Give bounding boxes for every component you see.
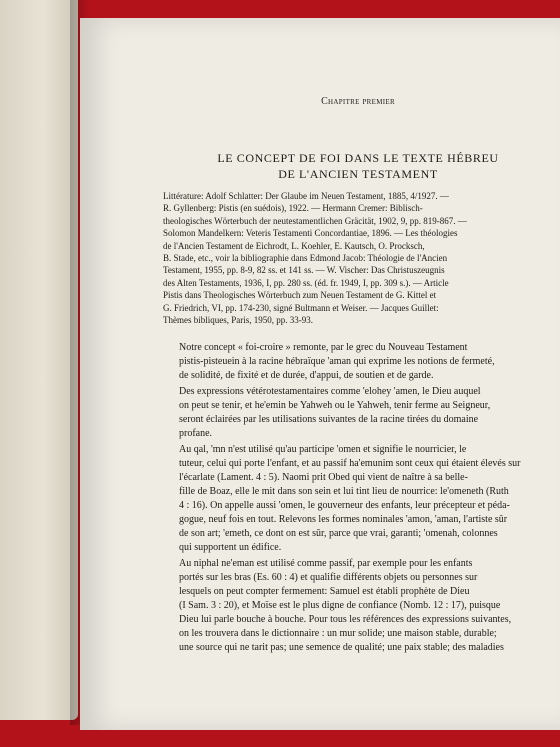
text-line: tuteur, celui qui porte l'enfant, et au passif ha'emunim sont ceux qui étaient élevés sur (179, 458, 521, 469)
text-line: Au niphal ne'eman est utilisé comme passif, par exemple pour les enfants (179, 558, 473, 569)
left-page-edge (0, 0, 78, 720)
text-line: fille de Boaz, elle le mit dans son sein et lui tint lieu de nourrice: le'omeneth (Ruth (179, 486, 509, 497)
bibliography-line: de l'Ancien Testament de Eichrodt, L. Koehler, E. Kautsch, O. Procksch, (163, 240, 425, 251)
bibliography-line: des Alten Testaments, 1936, I, pp. 280 ss. (éd. fr. 1949, I, pp. 309 s.). — Article (163, 277, 449, 288)
text-line: lesquels on peut compter fermement: Samuel est établi prophète de Dieu (179, 586, 470, 597)
text-line: seront éclairées par les utilisations suivantes de la racine tirées du domaine (179, 414, 479, 425)
bibliography-line: Thèmes bibliques, Paris, 1950, pp. 33-93. (163, 315, 313, 326)
body-text (163, 341, 553, 655)
bibliography (163, 190, 553, 326)
title-line: DE L'ANCIEN TESTAMENT (278, 167, 438, 181)
chapter-heading: Chapitre premier (321, 96, 395, 107)
text-line: l'écarlate (Lament. 4 : 5). Naomi prit Obed qui vient de naître à sa belle- (179, 472, 468, 483)
text-line: 4 : 16). On appelle aussi 'omen, le gouverneur des enfants, leur précepteur et péda- (179, 500, 510, 511)
text-line: pistis-pisteuein à la racine hébraïque 'aman qui exprime les notions de fermeté, (179, 356, 495, 367)
text-line: une source qui ne tarit pas; une semence de qualité; une paix stable; des maladies (179, 642, 504, 653)
text-line: (I Sam. 3 : 20), et Moïse est le plus digne de confiance (Nomb. 12 : 17), puisque (179, 600, 501, 611)
bibliography-line: R. Gyllenberg: Pistis (en suédois), 1922. — Hermann Cremer: Biblisch- (163, 203, 423, 214)
bibliography-line: Pistis dans Theologisches Wörterbuch zum Neuen Testament de G. Kittel et (163, 290, 437, 301)
bibliography-line: B. Stade, etc., voir la bibliographie dans Edmond Jacob: Théologie de l'Ancien (163, 253, 448, 264)
text-line: on les trouvera dans le dictionnaire : un mur solide; une maison stable, durable; (179, 628, 497, 639)
text-line: profane. (179, 428, 213, 439)
text-line: gogue, neuf fois en tout. Relevons les formes nominales 'amon, 'aman, l'artiste sûr (179, 514, 508, 525)
bibliography-line: Testament, 1955, pp. 8-9, 82 ss. et 141 ss. — W. Vischer: Das Christuszeugnis (163, 265, 445, 276)
chapter-title (163, 150, 553, 182)
text-line: on peut se tenir, et he'emin be Yahweh ou le Yahweh, tenir ferme au Seigneur, (179, 400, 491, 411)
text-line: de son art; 'emeth, ce dont on est sûr, parce que vrai, garanti; 'omenah, colonnes (179, 528, 498, 539)
text-line: Au qal, 'mn n'est utilisé qu'au participe 'omen et signifie le nourricier, le (179, 444, 467, 455)
paragraph (163, 341, 553, 383)
bibliography-line: G. Friedrich, VI, pp. 174-230, signé Bultmann et Weiser. — Jacques Guillet: (163, 302, 439, 313)
text-line: Des expressions vétérotestamentaires comme 'elohey 'amen, le Dieu auquel (179, 386, 481, 397)
paragraph (163, 385, 553, 441)
bibliography-line: Littérature: Adolf Schlatter: Der Glaube im Neuen Testament, 1885, 4/1927. — (163, 191, 449, 201)
paragraph (163, 443, 553, 555)
bibliography-line: Solomon Mandelkern: Veteris Testamenti Concordantiae, 1896. — Les théologies (163, 228, 458, 239)
text-line: Dieu lui parle bouche à bouche. Pour tous les références des expressions suivantes, (179, 614, 512, 625)
bibliography-line: theologisches Wörterbuch der neutestamentlichen Gräcität, 1902, 9, pp. 819-867. — (163, 215, 467, 226)
paragraph (163, 557, 553, 655)
text-line: de solidité, de fixité et de durée, d'appui, de soutien et de garde. (179, 370, 434, 381)
title-line: LE CONCEPT DE FOI DANS LE TEXTE HÉBREU (217, 151, 499, 165)
text-line: portés sur les bras (Es. 60 : 4) et qualifie différents objets ou personnes sur (179, 572, 478, 583)
text-line: Notre concept « foi-croire » remonte, par le grec du Nouveau Testament (179, 342, 468, 353)
text-line: qui supportent un édifice. (179, 542, 282, 553)
book-page (80, 18, 560, 730)
